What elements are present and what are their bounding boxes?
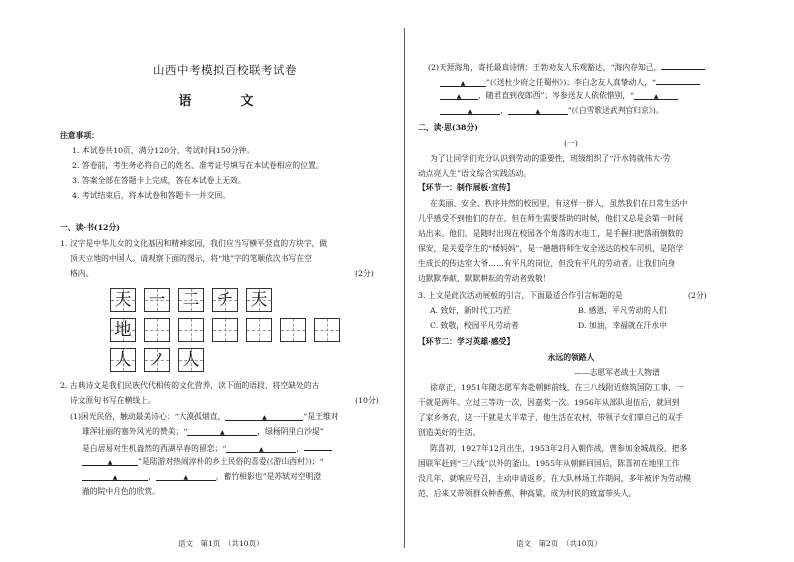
grid-cell: 二 xyxy=(178,288,204,312)
answer-blank[interactable]: ▲ xyxy=(82,456,138,466)
answer-cell[interactable] xyxy=(314,318,340,342)
page-divider xyxy=(404,28,405,548)
passage-line: 陈喜初，1927年12月出生，1953年2月入朝作战，曾参加金城战役，把多 xyxy=(430,444,688,453)
passage-line: 在美丽、安全、秩序井然的校园里，有这样一群人，虽然我们在日常生活中 xyxy=(430,199,688,208)
answer-blank[interactable]: ▲ xyxy=(440,90,478,100)
question-2-1-line: 雄浑壮丽的塞外风光的赞美；“ ▲ ，绿杨阴里白沙堤” xyxy=(82,427,324,436)
passage-line: 边默默奉献、默默耕耘的劳动者致敬！ xyxy=(418,274,551,283)
subject-title: 语 文 xyxy=(178,94,272,109)
question-1-score: (2分) xyxy=(355,269,374,278)
question-2-1-line: 是白居易对生机盎然的西湖早春的留恋；“ ▲ ， xyxy=(82,441,332,455)
answer-blank[interactable]: ▲ xyxy=(156,471,216,481)
question-2-score: (10分) xyxy=(355,396,379,405)
note-item: 4. 考试结束后，将本试卷和答题卡一并交回。 xyxy=(72,191,231,200)
question-1-text: 格内。 xyxy=(70,269,94,278)
answer-blank[interactable]: ▲ xyxy=(440,77,486,87)
note-item: 1. 本试卷共10页，满分120分，考试时间150分钟。 xyxy=(72,146,255,155)
question-3-score: (2分) xyxy=(688,291,707,300)
passage-line: 了家乡务农，这一干就是大半辈子，他生活在农村，带领子女们靠自己的双手 xyxy=(418,413,684,422)
passage-line: 干就是两年。立过三等功一次，因嘉奖一次。1956年从部队退伍后，就回到 xyxy=(418,398,680,407)
answer-blank[interactable]: ▲ xyxy=(634,90,678,100)
answer-blank[interactable]: ▲ xyxy=(187,426,257,436)
question-1-text: 1. 汉字是中华儿女的文化基因和精神家园，我们应当写横平竖直的方块字，做 xyxy=(60,239,328,248)
grid-cell: 人 xyxy=(110,348,136,372)
stroke-grid-row-1 xyxy=(110,288,272,312)
section-title: 一、读·书(12分) xyxy=(60,223,120,232)
option-d[interactable]: D. 加油，幸福就在汗水中 xyxy=(578,321,667,330)
passage-line: 创造美好的生活。 xyxy=(418,428,481,437)
grid-cell: ノ xyxy=(144,348,170,372)
grid-cell: 人 xyxy=(178,348,204,372)
passage-line: 几乎感受不到他们的存在，但在师生需要帮助的时候，他们又总是会第一时间 xyxy=(418,214,684,223)
grid-cell: 地 xyxy=(110,318,136,342)
question-2-1-line: ▲ ”是陆游对热闹淳朴的乡土民俗的喜爱(《游山西村》)；“ xyxy=(82,456,324,468)
question-2-1-line: (1)闲光民俗，触动最美诗心：“大漠孤烟直， ▲ ”是王维对 xyxy=(70,412,339,421)
activity-link-2: 【环节二：学习英雄·感受】 xyxy=(418,337,515,346)
answer-cell[interactable] xyxy=(246,318,272,342)
question-2-text: 2. 古典诗文是我们民族代代相传的文化营养，读下面的语段，将空缺处的古 xyxy=(60,381,320,390)
question-2-2-line: ▲ ，随君直到夜郎西”；岑参送友人依依惜别，“ ▲ xyxy=(440,90,678,102)
left-page xyxy=(60,0,390,562)
activity-link-1: 【环节一：制作展板·宣传】 xyxy=(418,183,515,192)
article-subtitle: ——志愿军老战士人物谱 xyxy=(574,368,660,377)
passage-line: 徐章正，1951年随志愿军奔赴朝鲜前线，在三八线附近修筑国防工事，一 xyxy=(430,383,684,392)
question-3-text: 3. 上文是此次活动展板的引言，下面最适合作引言标题的是 xyxy=(418,291,623,300)
note-item: 2. 答卷前，考生务必将自己的姓名、准考证号填写在本试卷相应的位置。 xyxy=(72,161,324,170)
answer-blank[interactable] xyxy=(304,441,332,451)
passage-line: 没几年，就响应号召，主动申请返乡，在大队林场工作期间，多年被评为劳动模 xyxy=(418,474,691,483)
passage-line: 站出来。他们，是随时出现在校园各个角落的水电工，是手握扫把落雨倒数的 xyxy=(418,229,684,238)
intro-text: 动点亮人生”语文综合实践活动。 xyxy=(418,169,532,178)
answer-blank[interactable] xyxy=(656,75,700,85)
notes-header: 注意事项： xyxy=(60,131,99,140)
answer-blank[interactable]: ▲ xyxy=(226,443,296,453)
answer-blank[interactable]: ▲ xyxy=(82,471,148,481)
passage-line: 生成长的传达室大爷……有平凡的岗位，但没有平凡的劳动者。让我们向身 xyxy=(418,259,676,268)
right-page xyxy=(418,0,724,562)
question-2-1-line: 澈的院中月色的欣赏。 xyxy=(82,487,160,496)
option-a[interactable]: A. 致好，新时代工巧匠 xyxy=(430,306,511,315)
note-item: 3. 答案全部在答题卡上完成，答在本试卷上无效。 xyxy=(72,176,246,185)
question-2-2-line: (2)天涯海角，寄托最真诗情：王勃劝友人乐观豁达，“海内存知己， xyxy=(428,60,705,74)
page-footer: 语文 第1页 （共10页） xyxy=(178,539,264,548)
exam-title: 山西中考模拟百校联考试卷 xyxy=(153,63,297,77)
question-2-1-line: ▲ ， ▲ ，蓄竹相影也”是苏轼对空明澄 xyxy=(82,471,321,483)
passage-line: 范，后来又带领群众种香蕉、种高粱，成为村民的致富带头人。 xyxy=(418,489,637,498)
section-title: 二、读·思(38分) xyxy=(418,123,478,132)
answer-cell[interactable] xyxy=(212,318,238,342)
option-c[interactable]: C. 致敬，校园平凡劳动者 xyxy=(430,321,519,330)
answer-cell[interactable] xyxy=(280,318,306,342)
article-title: 永远的领路人 xyxy=(547,353,595,362)
intro-text: 为了让同学们充分认识到劳动的重要性，班级组织了“汗水铸就伟大·劳 xyxy=(430,154,671,163)
question-1-text: 顶天立地的中国人。请观察下面的图示，将“地”字的笔顺依次书写在空 xyxy=(70,254,312,263)
answer-blank[interactable]: ▲ xyxy=(225,411,303,421)
subsection-number: (一) xyxy=(564,139,578,148)
passage-line: 国联军赶到“三八线”以外的釜山。1955年从朝鲜回国后，陈喜初在地里工作 xyxy=(418,459,680,468)
answer-cell[interactable] xyxy=(178,318,204,342)
option-b[interactable]: B. 感恩，平凡劳动的人们 xyxy=(578,306,667,315)
passage-line: 保安，是关爱学生的“楼妈妈”，是一趟趟将师生安全送达的校车司机，是陪学 xyxy=(418,244,684,253)
question-2-2-line: ▲ ， ▲ ”(《白雪歌送武判官归京》)。 xyxy=(440,105,664,117)
grid-cell: 天 xyxy=(246,288,272,312)
stroke-grid-row-3 xyxy=(110,348,204,372)
grid-cell: 一 xyxy=(144,288,170,312)
grid-cell: チ xyxy=(212,288,238,312)
page-footer: 语文 第2页 （共10页） xyxy=(516,539,602,548)
question-2-text: 诗文原句书写在横线上。 xyxy=(70,396,156,405)
answer-blank[interactable]: ▲ xyxy=(508,105,568,115)
question-2-2-line: ▲ ”(《送杜少府之任蜀州》)；李白念友人真挚动人，“ xyxy=(440,75,700,89)
answer-blank[interactable]: ▲ xyxy=(440,105,500,115)
grid-cell: 天 xyxy=(110,288,136,312)
answer-cell[interactable] xyxy=(144,318,170,342)
answer-blank[interactable] xyxy=(661,60,705,70)
stroke-grid-row-2 xyxy=(110,318,340,342)
